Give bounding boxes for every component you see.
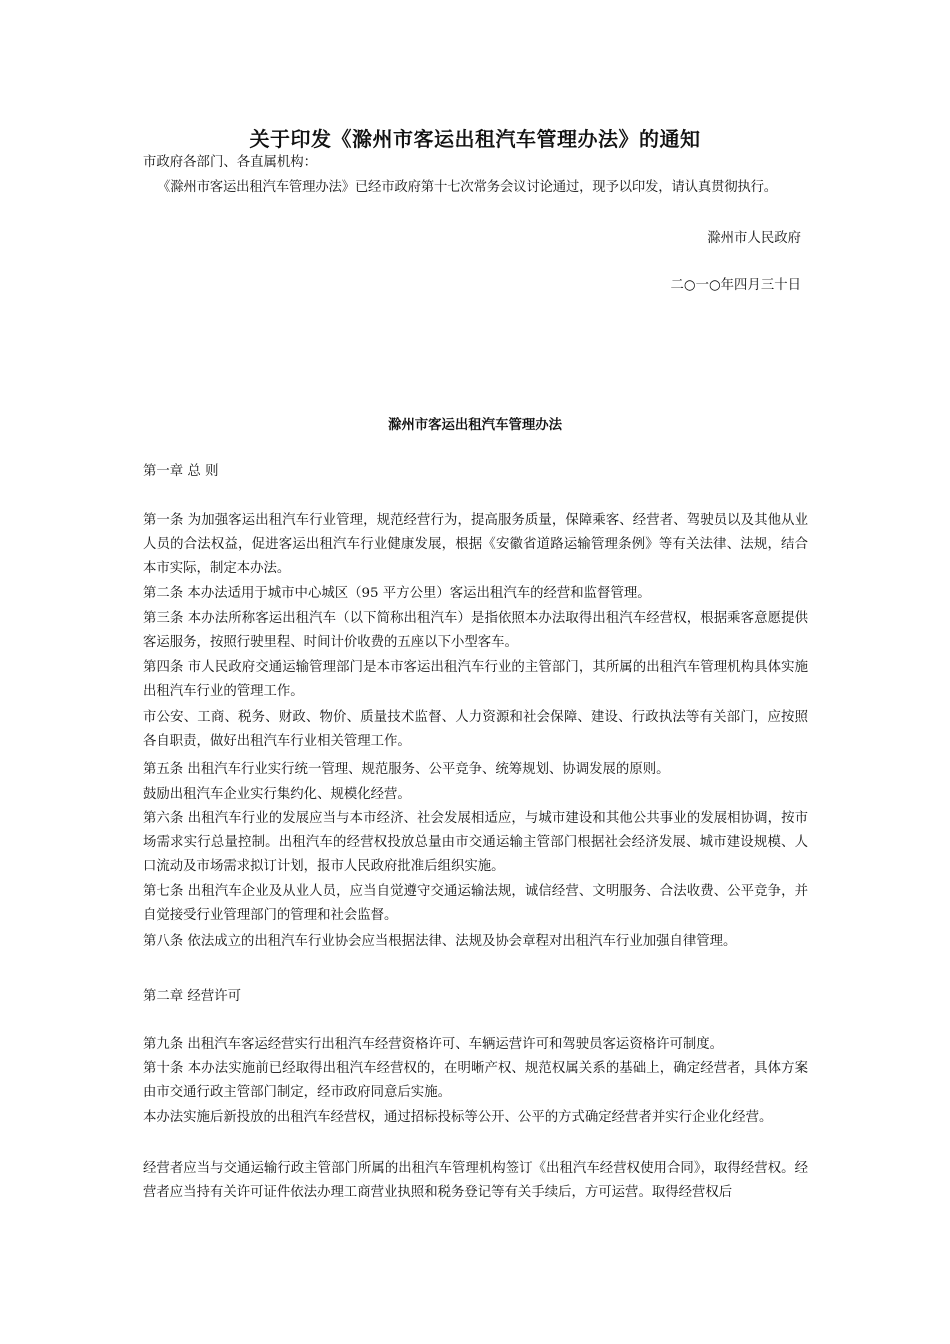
article-1: 第一条 为加强客运出租汽车行业管理，规范经营行为，提高服务质量，保障乘客、经营者、驾驶员以及其他从业人员的合法权益，促进客运出租汽车行业健康发展，根据《安徽省道路运输管理条例》等有关法律、法规，结合本市实际，制定本办法。	[143, 513, 808, 577]
article-10-para-2: 本办法实施后新投放的出租汽车经营权，通过招标投标等公开、公平的方式确定经营者并实行企业化经营。	[143, 1110, 773, 1125]
chapter-heading-1: 第一章 总 则	[143, 464, 219, 479]
notice-recipient: 市政府各部门、各直属机构：	[143, 155, 318, 170]
notice-title: 关于印发《滁州市客运出租汽车管理办法》的通知	[249, 127, 701, 151]
notice-issuer: 滁州市人民政府	[707, 231, 801, 246]
article-5-para-2: 鼓励出租汽车企业实行集约化、规模化经营。	[143, 787, 411, 802]
article-4: 第四条 市人民政府交通运输管理部门是本市客运出租汽车行业的主管部门，其所属的出租汽车管理机构具体实施出租汽车行业的管理工作。	[143, 660, 808, 700]
notice-date: 二○一○年四月三十日	[670, 278, 801, 293]
article-9: 第九条 出租汽车客运经营实行出租汽车经营资格许可、车辆运营许可和驾驶员客运资格许可制度。	[143, 1037, 724, 1052]
article-6: 第六条 出租汽车行业的发展应当与本市经济、社会发展相适应，与城市建设和其他公共事业的发展相协调，按市场需求实行总量控制。出租汽车的经营权投放总量由市交通运输主管部门根据社会经济发展、城市建设规模、人口流动及市场需求拟订计划，报市人民政府批准后组织实施。	[143, 811, 808, 875]
article-10: 第十条 本办法实施前已经取得出租汽车经营权的，在明晰产权、规范权属关系的基础上，确定经营者，具体方案由市交通行政主管部门制定，经市政府同意后实施。	[143, 1061, 808, 1101]
article-5: 第五条 出租汽车行业实行统一管理、规范服务、公平竞争、统筹规划、协调发展的原则。	[143, 762, 670, 777]
article-4-para-2: 市公安、工商、税务、财政、物价、质量技术监督、人力资源和社会保障、建设、行政执法等有关部门，应按照各自职责，做好出租汽车行业相关管理工作。	[143, 710, 808, 750]
notice-body: 《滁州市客运出租汽车管理办法》已经市政府第十七次常务会议讨论通过，现予以印发，请认真贯彻执行。	[157, 180, 777, 195]
article-8: 第八条 依法成立的出租汽车行业协会应当根据法律、法规及协会章程对出租汽车行业加强自律管理。	[143, 934, 737, 949]
regulation-title: 滁州市客运出租汽车管理办法	[387, 417, 563, 433]
article-3: 第三条 本办法所称客运出租汽车（以下简称出租汽车）是指依照本办法取得出租汽车经营权，根据乘客意愿提供客运服务，按照行驶里程、时间计价收费的五座以下小型客车。	[143, 611, 808, 651]
article-2: 第二条 本办法适用于城市中心城区（95 平方公里）客运出租汽车的经营和监督管理。	[143, 586, 651, 601]
chapter-heading-2: 第二章 经营许可	[143, 989, 241, 1004]
article-7: 第七条 出租汽车企业及从业人员，应当自觉遵守交通运输法规，诚信经营、文明服务、合法收费、公平竞争，并自觉接受行业管理部门的管理和社会监督。	[143, 884, 808, 924]
article-10-para-3: 经营者应当与交通运输行政主管部门所属的出租汽车管理机构签订《出租汽车经营权使用合同》，取得经营权。经营者应当持有关许可证件依法办理工商营业执照和税务登记等有关手续后，方可运营。取得经营权后	[143, 1161, 808, 1201]
